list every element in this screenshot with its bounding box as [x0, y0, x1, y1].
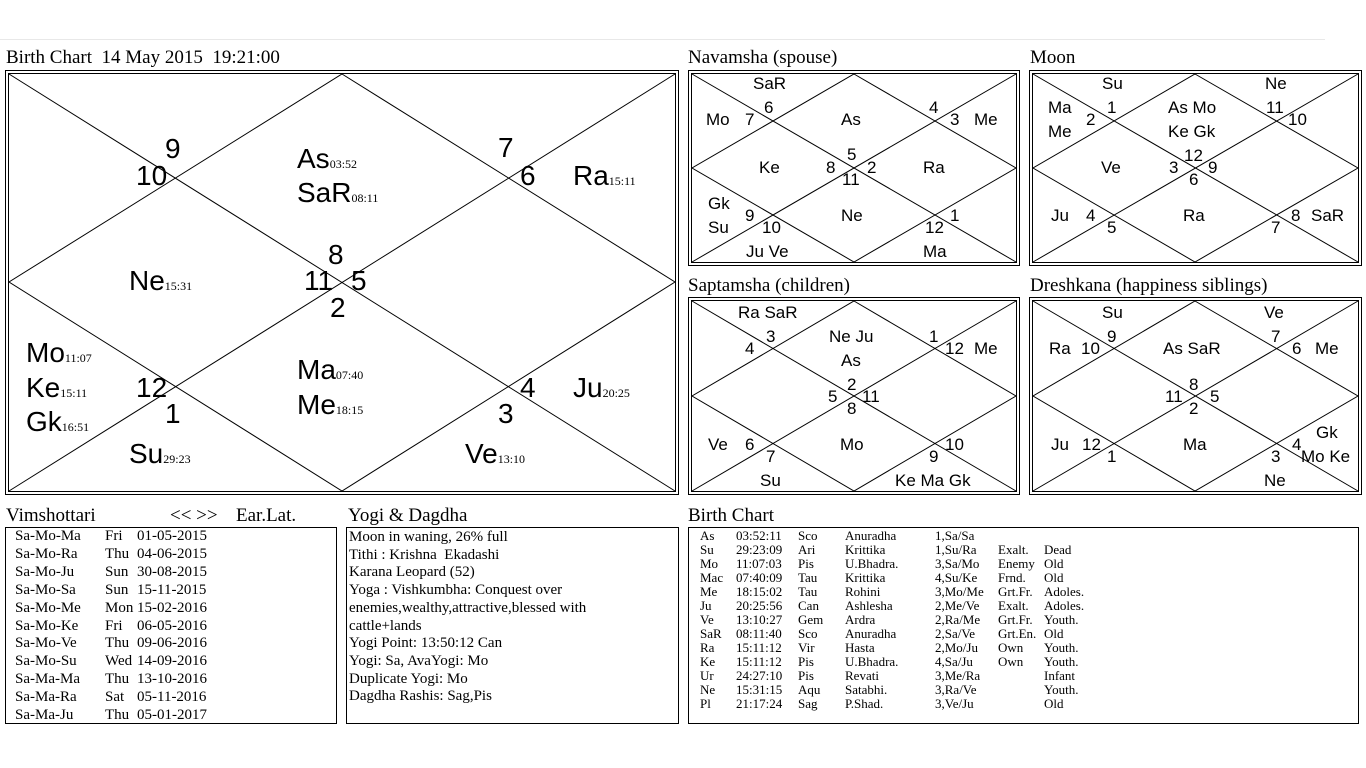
house-number: 3 [766, 327, 776, 346]
birth-chart-lines [9, 74, 675, 491]
house-number: 10 [1288, 110, 1307, 129]
cell-sign: Ari [798, 542, 816, 557]
planet-label[interactable]: SaR [1311, 206, 1345, 225]
planet-mo[interactable]: Mo11:07 [26, 337, 92, 368]
yogi-line: Yogi: Sa, AvaYogi: Mo [349, 652, 489, 669]
cell-pada-lords: 3,Me/Ra [935, 668, 981, 683]
planet-ve[interactable]: Ve13:10 [465, 438, 526, 469]
cell-longitude: 20:25:56 [736, 598, 783, 613]
dasha-period: Sa-Mo-Sa [15, 581, 76, 598]
cell-planet: Ra [700, 640, 715, 655]
yogi-dagdha-title: Yogi & Dagdha [348, 505, 468, 526]
planet-label[interactable]: Me [974, 339, 998, 358]
cell-avastha: Youth. [1044, 682, 1079, 697]
house-number: 11 [862, 387, 880, 406]
planet-label[interactable]: Me [974, 110, 998, 129]
house-number: 10 [1081, 339, 1100, 358]
cell-planet: Ur [700, 668, 714, 683]
planet-label[interactable]: Ju Ve [746, 242, 789, 261]
planet-label[interactable]: Ra [923, 158, 945, 177]
house-number: 5 [847, 145, 857, 164]
cell-longitude: 15:31:15 [736, 682, 783, 697]
dasha-period: Sa-Ma-Ra [15, 689, 77, 706]
house-number: 12 [945, 339, 964, 358]
cell-longitude: 07:40:09 [736, 570, 783, 585]
cell-longitude: 15:11:12 [736, 640, 782, 655]
house-number: 6 [745, 435, 755, 454]
cell-planet: SaR [700, 626, 722, 641]
planet-label[interactable]: Me [1048, 122, 1072, 141]
house-number: 8 [826, 158, 836, 177]
planet-me[interactable]: Me18:15 [297, 389, 364, 420]
dasha-day: Sat [105, 689, 125, 706]
planet-label[interactable]: As [841, 351, 861, 370]
cell-sign: Sag [798, 696, 818, 711]
planet-label[interactable]: Gk [1316, 423, 1338, 442]
cell-dignity: Frnd. [998, 570, 1026, 585]
dasha-period: Sa-Mo-Ra [15, 545, 78, 562]
house-number: 2 [330, 292, 346, 323]
house-number: 12 [1184, 146, 1203, 165]
cell-nakshatra: P.Shad. [845, 696, 884, 711]
house-number: 9 [745, 206, 755, 225]
cell-longitude: 15:11:12 [736, 654, 782, 669]
ear-lat-link[interactable]: Ear.Lat. [236, 505, 297, 526]
yogi-line: Yogi Point: 13:50:12 Can [349, 635, 503, 652]
cell-dignity: Grt.En. [998, 626, 1037, 641]
dasha-period: Sa-Mo-Ju [15, 563, 75, 580]
cell-pada-lords: 4,Su/Ke [935, 570, 978, 585]
cell-longitude: 08:11:40 [736, 626, 782, 641]
house-number: 11 [1165, 387, 1183, 406]
cell-sign: Pis [798, 556, 814, 571]
saptamsha-title: Saptamsha (children) [688, 275, 850, 296]
dasha-period: Sa-Mo-Me [15, 599, 81, 616]
dasha-day: Mon [105, 599, 134, 616]
cell-longitude: 18:15:02 [736, 584, 783, 599]
cell-longitude: 11:07:03 [736, 556, 782, 571]
cell-nakshatra: Krittika [845, 542, 886, 557]
planet-gk[interactable]: Gk16:51 [26, 406, 90, 437]
planet-label[interactable]: Mo [840, 435, 864, 454]
yogi-line: Tithi : Krishna Ekadashi [349, 546, 500, 563]
dasha-date: 15-11-2015 [137, 581, 207, 598]
cell-pada-lords: 1,Su/Ra [935, 542, 977, 557]
house-number: 6 [1189, 170, 1199, 189]
dasha-date: 06-05-2016 [137, 617, 207, 634]
house-number: 11 [304, 265, 334, 296]
cell-sign: Tau [798, 584, 818, 599]
dasha-nav-arrows[interactable]: << >> [170, 505, 218, 526]
dasha-day: Thu [105, 545, 130, 562]
cell-avastha: Infant [1044, 668, 1076, 683]
yogi-line: enemies,wealthy,attractive,blessed with [349, 599, 587, 616]
cell-sign: Vir [798, 640, 815, 655]
house-number: 6 [764, 98, 774, 117]
planet-label[interactable]: Mo Ke [1301, 447, 1351, 466]
planet-label[interactable]: Su [760, 471, 781, 490]
dasha-day: Sun [105, 563, 129, 580]
dasha-day: Thu [105, 671, 130, 688]
cell-nakshatra: Anuradha [845, 626, 897, 641]
cell-avastha: Youth. [1044, 640, 1079, 655]
cell-avastha: Old [1044, 556, 1064, 571]
cell-nakshatra: Hasta [845, 640, 875, 655]
cell-longitude: 21:17:24 [736, 696, 783, 711]
dasha-date: 05-01-2017 [137, 707, 207, 723]
yogi-line: Karana Leopard (52) [349, 564, 475, 581]
planet-sar[interactable]: SaR08:11 [297, 177, 379, 208]
dasha-date: 05-11-2016 [137, 689, 207, 706]
yogi-line: cattle+lands [349, 617, 422, 634]
house-number: 5 [1210, 387, 1220, 406]
planet-label[interactable]: Ne Ju [829, 327, 874, 346]
yogi-line: Yoga : Vishkumbha: Conquest over [349, 582, 563, 599]
cell-sign: Aqu [798, 682, 821, 697]
dasha-period: Sa-Mo-Ve [15, 635, 77, 652]
house-number: 9 [929, 447, 939, 466]
house-number: 1 [165, 398, 181, 429]
cell-pada-lords: 2,Mo/Ju [935, 640, 978, 655]
cell-pada-lords: 2,Ra/Me [935, 612, 981, 627]
cell-avastha: Adoles. [1044, 598, 1085, 613]
dasha-date: 01-05-2015 [137, 528, 207, 544]
cell-dignity: Grt.Fr. [998, 584, 1033, 599]
cell-nakshatra: Revati [845, 668, 879, 683]
planet-label[interactable]: Gk [708, 194, 730, 213]
cell-nakshatra: Anuradha [845, 528, 897, 543]
planet-label[interactable]: Ju [1051, 435, 1069, 454]
cell-planet: Pl [700, 696, 711, 711]
house-number: 8 [1189, 375, 1199, 394]
navamsha-title: Navamsha (spouse) [688, 47, 838, 68]
house-number: 10 [136, 160, 168, 191]
cell-planet: Mac [700, 570, 724, 585]
birth-chart-title: Birth Chart 14 May 2015 19:21:00 [6, 47, 280, 68]
cell-sign: Gem [798, 612, 824, 627]
dasha-date: 04-06-2015 [137, 545, 207, 562]
planet-label[interactable]: Ma [1183, 435, 1207, 454]
cell-sign: Pis [798, 668, 814, 683]
house-number: 1 [950, 206, 960, 225]
dasha-date: 14-09-2016 [137, 653, 207, 670]
cell-nakshatra: U.Bhadra. [845, 556, 899, 571]
dasha-day: Thu [105, 635, 130, 652]
house-number: 5 [828, 387, 838, 406]
dreshkana-title: Dreshkana (happiness siblings) [1030, 275, 1268, 296]
planet-label[interactable]: Ra [1049, 339, 1071, 358]
house-number: 8 [1291, 206, 1301, 225]
cell-avastha: Dead [1044, 542, 1072, 557]
cell-pada-lords: 3,Ra/Ve [935, 682, 977, 697]
planet-ma[interactable]: Ma07:40 [297, 354, 364, 385]
cell-planet: Ve [700, 612, 714, 627]
house-number: 7 [745, 110, 755, 129]
cell-longitude: 24:27:10 [736, 668, 783, 683]
planet-label[interactable]: Ke Ma Gk [895, 471, 971, 490]
cell-dignity: Own [998, 654, 1024, 669]
navamsha-lines [692, 74, 1016, 262]
planet-label[interactable]: Ma [1048, 98, 1072, 117]
planet-ke[interactable]: Ke15:11 [26, 372, 88, 403]
cell-planet: Mo [700, 556, 719, 571]
planet-ra[interactable]: Ra15:11 [573, 160, 636, 191]
house-number: 11 [842, 170, 860, 189]
planet-label[interactable]: Ne [841, 206, 863, 225]
cell-pada-lords: 4,Sa/Ju [935, 654, 973, 669]
cell-dignity: Exalt. [998, 598, 1029, 613]
planet-su[interactable]: Su29:23 [129, 438, 191, 469]
cell-sign: Pis [798, 654, 814, 669]
dasha-date: 15-02-2016 [137, 599, 207, 616]
house-number: 6 [1292, 339, 1302, 358]
vimshottari-title: Vimshottari [6, 505, 96, 526]
planet-label[interactable]: Ma [923, 242, 947, 261]
house-number: 1 [1107, 98, 1117, 117]
planet-ju[interactable]: Ju20:25 [573, 372, 630, 403]
dasha-date: 09-06-2016 [137, 635, 207, 652]
house-number: 11 [1266, 98, 1284, 117]
cell-dignity: Own [998, 640, 1024, 655]
cell-avastha: Old [1044, 696, 1064, 711]
dasha-day: Wed [105, 653, 133, 670]
house-number: 10 [945, 435, 964, 454]
planet-label[interactable]: Me [1315, 339, 1339, 358]
yogi-line: Moon in waning, 26% full [349, 529, 508, 545]
house-number: 3 [1271, 447, 1281, 466]
planet-label[interactable]: As [841, 110, 861, 129]
house-number: 4 [929, 98, 939, 117]
house-number: 4 [1292, 435, 1302, 454]
house-number: 7 [766, 447, 776, 466]
house-number: 8 [328, 239, 344, 270]
planet-label[interactable]: Mo [706, 110, 730, 129]
house-number: 2 [1189, 399, 1199, 418]
cell-nakshatra: Ardra [845, 612, 876, 627]
planet-as[interactable]: As03:52 [297, 143, 358, 174]
cell-avastha: Youth. [1044, 612, 1079, 627]
cell-longitude: 03:52:11 [736, 528, 782, 543]
cell-avastha: Youth. [1044, 654, 1079, 669]
house-number: 5 [1107, 218, 1117, 237]
dasha-date: 30-08-2015 [137, 563, 207, 580]
house-number: 4 [520, 372, 536, 403]
planet-label[interactable]: Ra [1183, 206, 1205, 225]
house-number: 4 [745, 339, 755, 358]
house-number: 2 [1086, 110, 1096, 129]
house-number: 7 [1271, 218, 1281, 237]
cell-sign: Sco [798, 528, 818, 543]
dasha-date: 13-10-2016 [137, 671, 207, 688]
planet-label[interactable]: Ju [1051, 206, 1069, 225]
house-number: 7 [1271, 327, 1281, 346]
planet-label[interactable]: Ve [1264, 303, 1284, 322]
cell-planet: Su [700, 542, 714, 557]
house-number: 2 [847, 375, 857, 394]
cell-sign: Sco [798, 626, 818, 641]
house-number: 12 [925, 218, 944, 237]
cell-pada-lords: 2,Sa/Ve [935, 626, 976, 641]
house-number: 8 [847, 399, 857, 418]
cell-avastha: Old [1044, 626, 1064, 641]
house-number: 9 [1107, 327, 1117, 346]
yogi-line: Duplicate Yogi: Mo [349, 670, 468, 687]
cell-nakshatra: Satabhi. [845, 682, 888, 697]
dasha-day: Fri [105, 617, 123, 634]
cell-nakshatra: U.Bhadra. [845, 654, 899, 669]
cell-nakshatra: Ashlesha [845, 598, 893, 613]
cell-dignity: Grt.Fr. [998, 612, 1033, 627]
house-number: 4 [1086, 206, 1096, 225]
dasha-period: Sa-Ma-Ju [15, 707, 74, 723]
house-number: 3 [1169, 158, 1179, 177]
dasha-period: Sa-Ma-Ma [15, 671, 80, 688]
dasha-period: Sa-Mo-Su [15, 653, 77, 670]
dasha-period: Sa-Mo-Ke [15, 617, 79, 634]
cell-nakshatra: Krittika [845, 570, 886, 585]
cell-dignity: Exalt. [998, 542, 1029, 557]
cell-pada-lords: 3,Mo/Me [935, 584, 984, 599]
planet-label[interactable]: Ke [759, 158, 780, 177]
dasha-period: Sa-Mo-Ma [15, 528, 81, 544]
planet-label[interactable]: Ve [708, 435, 728, 454]
house-number: 10 [762, 218, 781, 237]
planet-label[interactable]: SaR [753, 74, 787, 93]
cell-pada-lords: 3,Sa/Mo [935, 556, 980, 571]
cell-planet: Me [700, 584, 718, 599]
cell-nakshatra: Rohini [845, 584, 881, 599]
house-number: 7 [498, 132, 514, 163]
cell-planet: Ne [700, 682, 716, 697]
house-number: 6 [520, 160, 536, 191]
cell-sign: Can [798, 598, 819, 613]
planet-label[interactable]: Su [1102, 303, 1123, 322]
house-number: 12 [136, 372, 168, 403]
cell-planet: Ke [700, 654, 716, 669]
planet-label[interactable]: Ra SaR [738, 303, 798, 322]
house-number: 9 [1208, 158, 1218, 177]
planet-label[interactable]: Ve [1101, 158, 1121, 177]
dasha-day: Thu [105, 707, 130, 723]
cell-longitude: 29:23:09 [736, 542, 783, 557]
house-number: 3 [950, 110, 960, 129]
house-number: 12 [1082, 435, 1101, 454]
planet-label[interactable]: Ne [1264, 471, 1286, 490]
planet-label[interactable]: As SaR [1163, 339, 1221, 358]
house-number: 5 [351, 265, 367, 296]
planet-label[interactable]: Ne [1265, 74, 1287, 93]
top-divider [0, 39, 1325, 40]
house-number: 1 [929, 327, 939, 346]
cell-sign: Tau [798, 570, 818, 585]
planet-label[interactable]: As Mo [1168, 98, 1217, 117]
house-number: 2 [867, 158, 877, 177]
cell-planet: As [700, 528, 715, 543]
planet-ne[interactable]: Ne15:31 [129, 265, 193, 296]
cell-longitude: 13:10:27 [736, 612, 783, 627]
planet-label[interactable]: Su [708, 218, 729, 237]
planet-label[interactable]: Ke Gk [1168, 122, 1216, 141]
cell-pada-lords: 1,Sa/Sa [935, 528, 975, 543]
cell-pada-lords: 3,Ve/Ju [935, 696, 974, 711]
cell-avastha: Old [1044, 570, 1064, 585]
cell-pada-lords: 2,Me/Ve [935, 598, 980, 613]
moon-title: Moon [1030, 47, 1076, 68]
yogi-line: Dagdha Rashis: Sag,Pis [349, 688, 492, 705]
cell-avastha: Adoles. [1044, 584, 1085, 599]
birth-table-title: Birth Chart [688, 505, 775, 526]
dasha-day: Sun [105, 581, 129, 598]
dasha-day: Fri [105, 528, 123, 544]
planet-label[interactable]: Su [1102, 74, 1123, 93]
house-number: 9 [165, 133, 181, 164]
cell-dignity: Enemy [998, 556, 1035, 571]
house-number: 1 [1107, 447, 1117, 466]
house-number: 3 [498, 398, 514, 429]
cell-planet: Ju [700, 598, 712, 613]
